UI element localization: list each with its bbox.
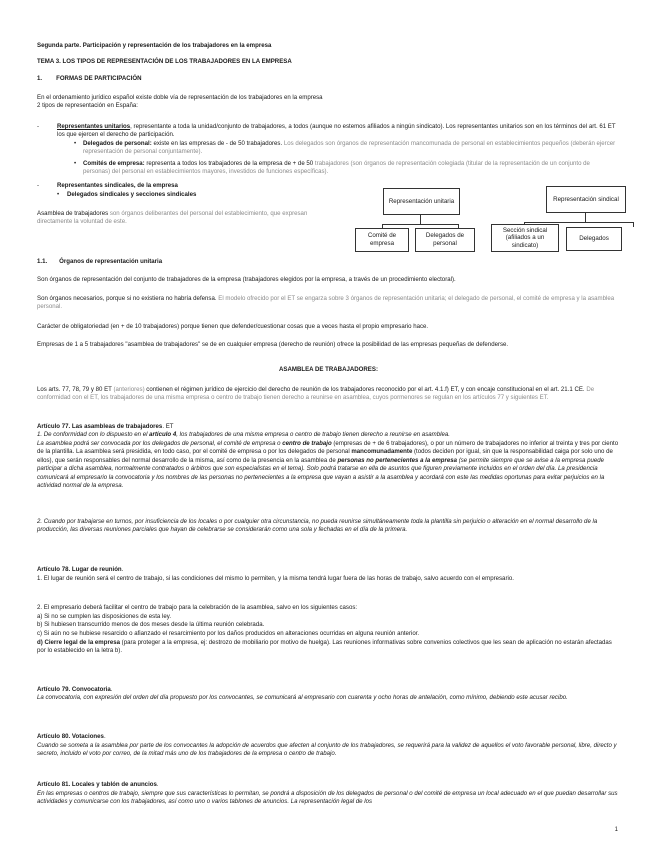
art81-title-text: Artículo 81. Locales y tablón de anuncios bbox=[37, 781, 157, 788]
art77-p2 bbox=[37, 440, 620, 490]
box-section-label: Sección sindical (afiliados a un sindicato) bbox=[502, 226, 548, 249]
subsection-number: 1.1. bbox=[37, 258, 48, 265]
art80-title bbox=[37, 733, 620, 741]
art77-p1-b: , los trabajadores de una misma empresa o centro de trabajo tienen derecho a reunirse en asamblea. bbox=[176, 431, 450, 438]
box-unitary-label: Representación unitaria bbox=[388, 197, 455, 205]
personal-delegates bbox=[83, 140, 617, 157]
art78-c: c) Si aún no se hubiese resarcido o afianzado el resarcimiento por los daños producidos en alteraciones ocurridas en alguna reunión anterior. bbox=[37, 630, 420, 637]
personal-text: existe en las empresas de - de 50 trabajadores. bbox=[151, 140, 284, 147]
art77-p1 bbox=[37, 431, 620, 439]
connector bbox=[585, 212, 586, 222]
intro-line-2: 2 tipos de representación en España: bbox=[37, 102, 138, 109]
box-personal bbox=[415, 228, 475, 252]
art77-p1-a: 1. De conformidad con lo dispuesto en el bbox=[37, 431, 150, 438]
connector bbox=[633, 222, 634, 227]
art81-title-suffix: . bbox=[156, 781, 159, 788]
page-number: 1 bbox=[614, 827, 618, 833]
committee-label: Comités de empresa: bbox=[83, 160, 145, 167]
theme-title: TEMA 3. LOS TIPOS DE REPRESENTACIÓN DE LOS TRABAJADORES EN LA EMPRESA bbox=[37, 58, 292, 65]
assembly-heading: ASAMBLEA DE TRABAJADORES: bbox=[279, 366, 378, 373]
art77-p3: 2. Cuando por trabajarse en turnos, por insuficiencia de los locales o por cualquier otra circunstancia, no pueda reunirse simultáneamente toda la plantilla sin perjuicio o alteración en el normal desarrollo de la producción, las diversas reuniones parciales que hayan de celebrarse se considerarán como una sola y fechadas en el día de la primera. bbox=[37, 518, 598, 534]
art78-title-suffix: . bbox=[121, 566, 124, 573]
works-committee bbox=[83, 160, 617, 177]
art79-p1: La convocatoria, con expresión del orden del día propuesto por los convocantes, se comunicará al empresario con cuarenta y ocho horas de antelación, como mínimo, debiendo este acusar recibo. bbox=[37, 694, 568, 701]
assembly-label: Asamblea de trabajadores bbox=[37, 210, 109, 217]
dash-bullet: - bbox=[37, 123, 40, 130]
assembly-p1-a: Los arts. 77, 78, 79 y 80 ET bbox=[37, 386, 114, 393]
art80-p1: Cuando se someta a la asamblea por parte de los convocantes la adopción de acuerdos que afecten al conjunto de los trabajadores, se requerirá para la validez de aquellos el voto favorable personal, libre, directo y secreto, incluido el voto por correo, de la mitad más uno de los trabajadores de la empresa o centro de trabajo. bbox=[37, 742, 617, 758]
section-1-heading bbox=[37, 75, 620, 83]
art77-p1-bold: artículo 4 bbox=[149, 431, 177, 438]
art77-p2-a: La asamblea podrá ser convocada por los delegados de personal, el comité de empresa o bbox=[37, 440, 283, 447]
personal-gray: Los delegados son órganos de representación mancomunada de personal en establecimientos pequeños (deberán ejercer representación de personal conjuntamente). bbox=[83, 140, 616, 156]
bullet-dot: • bbox=[74, 140, 77, 147]
art78-p2: 2. El empresario deberá facilitar el centro de trabajo para la celebración de la asamblea, salvo en los siguientes casos: bbox=[37, 604, 358, 611]
box-union bbox=[546, 186, 626, 213]
box-union-label: Representación sindical bbox=[553, 195, 619, 203]
section-number: 1. bbox=[37, 75, 43, 82]
box-delegates-label: Delegados bbox=[579, 235, 609, 243]
committee-gray: trabajadores (son órganos de representación colegiada (titular de la representación de un conjunto de personas) del personal en establecimientos mayores, investidos de funciones específicas). bbox=[83, 160, 590, 176]
assembly-paragraph bbox=[37, 386, 620, 403]
art78-a: a) Si no se cumplen las disposiciones de esta ley. bbox=[37, 613, 172, 620]
intro-line-1: En el ordenamiento jurídico español existe doble vía de representación de los trabajadores en la empresa bbox=[37, 94, 323, 101]
art77-title-suffix: . ET bbox=[162, 423, 174, 430]
assembly-gray: son órganos deliberantes del personal del establecimiento, que expresan directamente la voluntad de este. bbox=[37, 210, 308, 226]
sec11-p2-gray: El modelo ofrecido por el ET se engarza sobre 3 órganos de representación unitaria; el delegado de personal, el comité de empresa y la asamblea personal. bbox=[37, 295, 615, 311]
art78-d-label: d) Cierre legal de la empresa bbox=[37, 639, 120, 646]
connector bbox=[382, 224, 459, 225]
assembly-p1-gray1: (anteriores) bbox=[113, 386, 145, 393]
art77-p2-c: (todos deciden por igual, sin que la responsabilidad caiga por solo uno de ellos), que serán responsables del normal desarrollo de la misma, así como de la presencia en la asamblea de bbox=[37, 448, 613, 464]
sec11-p2 bbox=[37, 295, 620, 312]
art80-title-suffix: . bbox=[103, 733, 106, 740]
box-delegates bbox=[566, 227, 622, 251]
box-personal-label: Delegados de personal bbox=[425, 232, 465, 247]
box-committee bbox=[355, 228, 409, 252]
union-representatives: Representantes sindicales, de la empresa bbox=[57, 182, 178, 189]
personal-label: Delegados de personal: bbox=[83, 140, 152, 147]
art79-title-suffix: . bbox=[110, 686, 113, 693]
box-committee-label: Comité de empresa bbox=[367, 232, 397, 247]
unitary-label: Representantes unitarios bbox=[57, 123, 131, 130]
box-section bbox=[491, 224, 559, 252]
art78-d-text: (para proteger a la empresa, ej: destrozo de mobiliario por motivo de huelga). Las reuniones informativas sobre convenios colectivos que les sean de aplicación no estarán afectadas por lo establecido en la letra b). bbox=[37, 639, 612, 655]
art77-p2-bold2: mancomunadamente bbox=[351, 448, 413, 456]
box-unitary bbox=[383, 188, 460, 215]
art81-title bbox=[37, 781, 620, 789]
art78-title bbox=[37, 566, 620, 574]
workers-assembly bbox=[37, 210, 337, 227]
section-1-1-heading bbox=[37, 258, 620, 266]
bullet-dot: • bbox=[57, 191, 60, 198]
unitary-representatives bbox=[57, 123, 617, 140]
sec11-p2-black: Son órganos necesarios, porque si no existiera no habría defensa. bbox=[37, 295, 219, 302]
connector bbox=[524, 222, 634, 223]
art81-p1: En las empresas o centros de trabajo, siempre que sus características lo permitan, se pondrá a disposición de los delegados de personal o del comité de empresa un local adecuado en el que puedan desarrollar sus actividades y comunicarse con los trabajadores, así como uno o varios tablones de anuncios. La representación legal de los bbox=[37, 790, 618, 806]
art78-d bbox=[37, 639, 620, 656]
art77-p2-b: (empresas de + de 6 trabajadores), o por un número de trabajadores no inferior al treinta y tres por ciento de la plantilla. La asamblea será presidida, en todo caso, por el comité de empresa o por los delegados de personal bbox=[37, 440, 619, 456]
sec11-p4: Empresas de 1 a 5 trabajadores "asamblea de trabajadores" se de en cualquier empresa (derecho de reunión) ofrece la posibilidad de las empresas pequeñas de defenderse. bbox=[37, 341, 509, 348]
art78-b: b) Si hubiesen transcurrido menos de dos meses desde la última reunión celebrada. bbox=[37, 621, 265, 628]
committee-text: representa a todos los trabajadores de la empresa de + de 50 bbox=[144, 160, 315, 167]
assembly-p1-gray2: De conformidad con el ET, los trabajadores de una misma empresa o centro de trabajo tienen derecho a reunirse en asamblea, cuyos pormenores se regulan en los artículos 77 y siguientes ET. bbox=[37, 386, 595, 402]
subsection-title: Órganos de representación unitaria bbox=[59, 258, 163, 265]
art77-p2-bold3: personas no pertenecientes a la empresa bbox=[337, 456, 458, 464]
section-title: FORMAS DE PARTICIPACIÓN bbox=[56, 75, 142, 82]
art78-title-text: Artículo 78. Lugar de reunión bbox=[37, 566, 122, 573]
sec11-p3: Carácter de obligatoriedad (en + de 10 trabajadores) porque tienen que defender/cuestionar cosas que a veces hasta el propio empresario hace. bbox=[37, 323, 429, 330]
union-delegates: Delegados sindicales y secciones sindicales bbox=[67, 191, 197, 198]
art77-p2-bold1: centro de trabajo bbox=[282, 440, 332, 447]
bullet-dot: • bbox=[74, 160, 77, 167]
dash-bullet: - bbox=[37, 182, 40, 189]
art80-title-text: Artículo 80. Votaciones bbox=[37, 733, 104, 740]
sec11-p1: Son órganos de representación del conjunto de trabajadores de la empresa (trabajadores elegidos por la empresa, a través de un procedimiento electoral). bbox=[37, 276, 456, 283]
assembly-p1-b: contienen el régimen jurídico de ejercicio del derecho de reunión de los trabajadores reconocido por el art. 4.1.f) ET, y con encaje constitucional en el art. 21.1 CE. bbox=[144, 386, 587, 393]
connector bbox=[420, 214, 421, 224]
art78-p1: 1. El lugar de reunión será el centro de trabajo, si las condiciones del mismo lo permiten, y la misma tendrá lugar fuera de las horas de trabajo, salvo acuerdo con el empresario. bbox=[37, 575, 514, 582]
art77-p2-d: (se permite siempre que se avise a la empresa puede participar a dicha asamblea, normalmente contratados o árbitros que son especialistas en el tema). Solo podrá tratarse en ella de asuntos que figuren previamente incluidos en el orden del día. La presidencia comunicará al empresario la convocatoria y los nombres de las personas no pertenecientes a la empresa que vayan a asistir a la asamblea y acordará con este las medidas oportunas para evitar perjuicios en la actividad normal de la empresa. bbox=[37, 456, 605, 490]
art79-title-text: Artículo 79. Convocatoria bbox=[37, 686, 111, 693]
art77-title-text: Artículo 77. Las asambleas de trabajadores bbox=[37, 423, 163, 430]
unitary-text: , representante a toda la unidad/conjunto de trabajadores, a todos (aunque no estemos afiliados a ningún sindicato). Los representantes unitarios son en los términos del art. 61 ET los que ejercen el derecho de participación. bbox=[57, 123, 616, 139]
part-title: Segunda parte. Participación y representación de los trabajadores en la empresa bbox=[37, 42, 272, 49]
